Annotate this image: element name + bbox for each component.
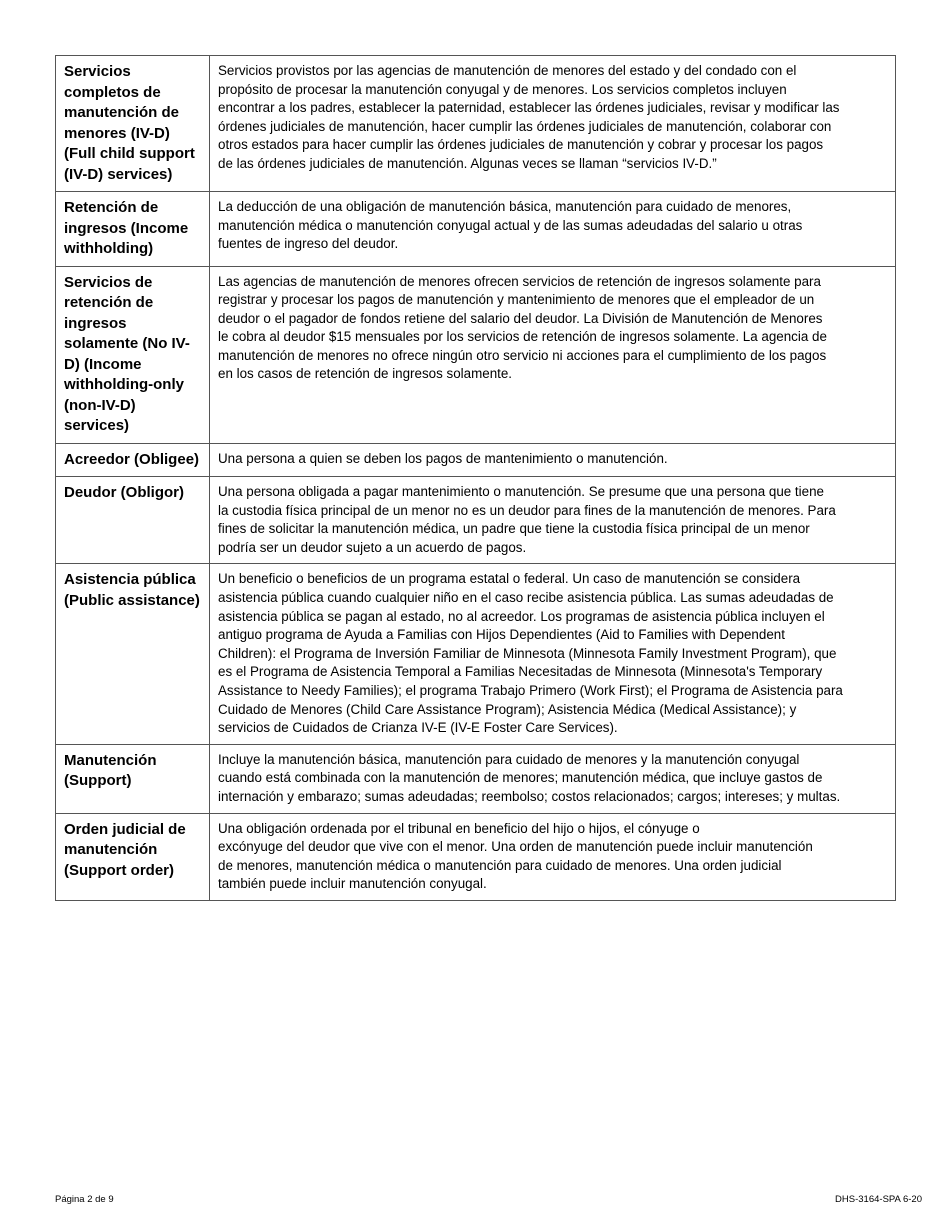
glossary-row-support: [56, 744, 896, 813]
definition-line: en los casos de retención de ingresos solamente.: [218, 366, 513, 382]
definition-line: Assistance to Needy Families); el programa Trabajo Primero (Work First); el Programa de Asistencia para: [218, 682, 843, 698]
glossary-definition: [210, 564, 896, 744]
definition-line: de las órdenes judiciales de manutención. Algunas veces se llaman “servicios IV-D.”: [218, 155, 717, 171]
definition-line: La deducción de una obligación de manutención básica, manutención para cuidado de menores,: [218, 199, 792, 214]
glossary-row-income-withholding: [56, 192, 896, 267]
definition-line: Children): el Programa de Inversión Familiar de Minnesota (Minnesota Family Investment Program), que: [218, 645, 837, 661]
glossary-row-support-order: [56, 813, 896, 900]
definition-line: fines de solicitar la manutención médica, un padre que tiene la custodia física principal de un menor: [218, 521, 810, 537]
definition-line: deudor o el pagador de fondos retiene del salario del deudor. La División de Manutención de Menores: [218, 310, 823, 326]
definition-line: Una persona a quien se deben los pagos de mantenimiento o manutención.: [218, 450, 668, 466]
definition-line: Una persona obligada a pagar mantenimiento o manutención. Se presume que una persona que tiene: [218, 484, 824, 499]
glossary-row-full-child-support: [56, 56, 896, 192]
definition-line: cuando está combinada con la manutención de menores; manutención médica, que incluye gastos de: [218, 770, 823, 786]
definition-line: Servicios provistos por las agencias de manutención de menores del estado y del condado con el: [218, 63, 797, 78]
glossary-term: Deudor (Obligor): [56, 477, 210, 564]
definition-line: Un beneficio o beneficios de un programa estatal o federal. Un caso de manutención se considera: [218, 571, 801, 587]
glossary-definition: [210, 477, 896, 564]
glossary-term: Orden judicial de manutención (Support order): [56, 813, 210, 900]
definition-line: órdenes judiciales de manutención, hacer cumplir las órdenes judiciales de manutención, colaborar con: [218, 118, 832, 134]
glossary-definition: [210, 56, 896, 192]
definition-line: también puede incluir manutención conyugal.: [218, 876, 487, 892]
definition-line: otros estados para hacer cumplir las órdenes judiciales de manutención y cobrar y procesar los pagos: [218, 137, 824, 153]
definition-line: asistencia pública se pagan al estado, no al acreedor. Los programas de asistencia pública incluyen el: [218, 608, 825, 624]
glossary-row-public-assistance: [56, 564, 896, 744]
definition-line: manutención de menores no ofrece ningún otro servicio ni acciones para el cumplimiento de los pagos: [218, 347, 827, 363]
glossary-term: Servicios de retención de ingresos solamente (No IV-D) (Income withholding-only (non-IV-D) services): [56, 266, 210, 443]
glossary-row-obligor: [56, 477, 896, 564]
glossary-definition: [210, 192, 896, 267]
glossary-term: Asistencia pública (Public assistance): [56, 564, 210, 744]
definition-line: servicios de Cuidados de Crianza IV-E (IV-E Foster Care Services).: [218, 720, 618, 736]
definition-line: es el Programa de Asistencia Temporal a Familias Necesitadas de Minnesota (Minnesota's Temporary: [218, 664, 823, 680]
definition-line: encontrar a los padres, establecer la paternidad, establecer las órdenes judiciales, revisar y modificar las: [218, 100, 840, 116]
definition-line: le cobra al deudor $15 mensuales por los servicios de retención de ingresos solamente. La agencia de: [218, 329, 827, 345]
definition-line: propósito de procesar la manutención conyugal y de menores. Los servicios completos incluyen: [218, 81, 787, 97]
definition-line: Incluye la manutención básica, manutención para cuidado de menores y la manutención conyugal: [218, 751, 800, 767]
glossary-term: Acreedor (Obligee): [56, 443, 210, 477]
glossary-term: Retención de ingresos (Income withholding): [56, 192, 210, 267]
definition-line: fuentes de ingreso del deudor.: [218, 236, 399, 252]
definition-line: Las agencias de manutención de menores ofrecen servicios de retención de ingresos solamente para: [218, 273, 821, 289]
definition-line: Una obligación ordenada por el tribunal en beneficio del hijo o hijos, el cónyuge o: [218, 820, 700, 836]
glossary-definition: [210, 813, 896, 900]
glossary-term: Manutención (Support): [56, 744, 210, 813]
glossary-table: [55, 55, 896, 901]
definition-line: registrar y procesar los pagos de manutención y mantenimiento de menores que el empleador de un: [218, 292, 815, 308]
glossary-definition: [210, 744, 896, 813]
definition-line: la custodia física principal de un menor no es un deudor para fines de la manutención de menores. Para: [218, 502, 836, 518]
definition-line: excónyuge del deudor que vive con el menor. Una orden de manutención puede incluir manutención: [218, 839, 813, 855]
glossary-definition: [210, 443, 896, 477]
definition-line: antiguo programa de Ayuda a Familias con Hijos Dependientes (Aid to Families with Dependent: [218, 627, 785, 643]
definition-line: Cuidado de Menores (Child Care Assistance Program); Asistencia Médica (Medical Assistance); y: [218, 701, 797, 717]
definition-line: manutención médica o manutención conyugal actual y de las sumas adeudadas del salario u otras: [218, 217, 803, 233]
glossary-term: Servicios completos de manutención de menores (IV-D) (Full child support (IV-D) services): [56, 56, 210, 192]
page-number: Página 2 de 9: [55, 1194, 114, 1205]
form-id: DHS-3164-SPA 6-20: [835, 1194, 922, 1205]
glossary-definition: [210, 266, 896, 443]
definition-line: de menores, manutención médica o manutención para cuidado de menores. Una orden judicial: [218, 857, 782, 873]
definition-line: podría ser un deudor sujeto a un acuerdo de pagos.: [218, 539, 527, 555]
definition-line: internación y embarazo; sumas adeudadas; reembolso; costos relacionados; cargos; intereses; y multas.: [218, 788, 841, 804]
glossary-row-income-withholding-only: [56, 266, 896, 443]
glossary-row-obligee: [56, 443, 896, 477]
definition-line: asistencia pública cuando cualquier niño en el caso recibe asistencia pública. Las sumas adeudadas de: [218, 589, 834, 605]
